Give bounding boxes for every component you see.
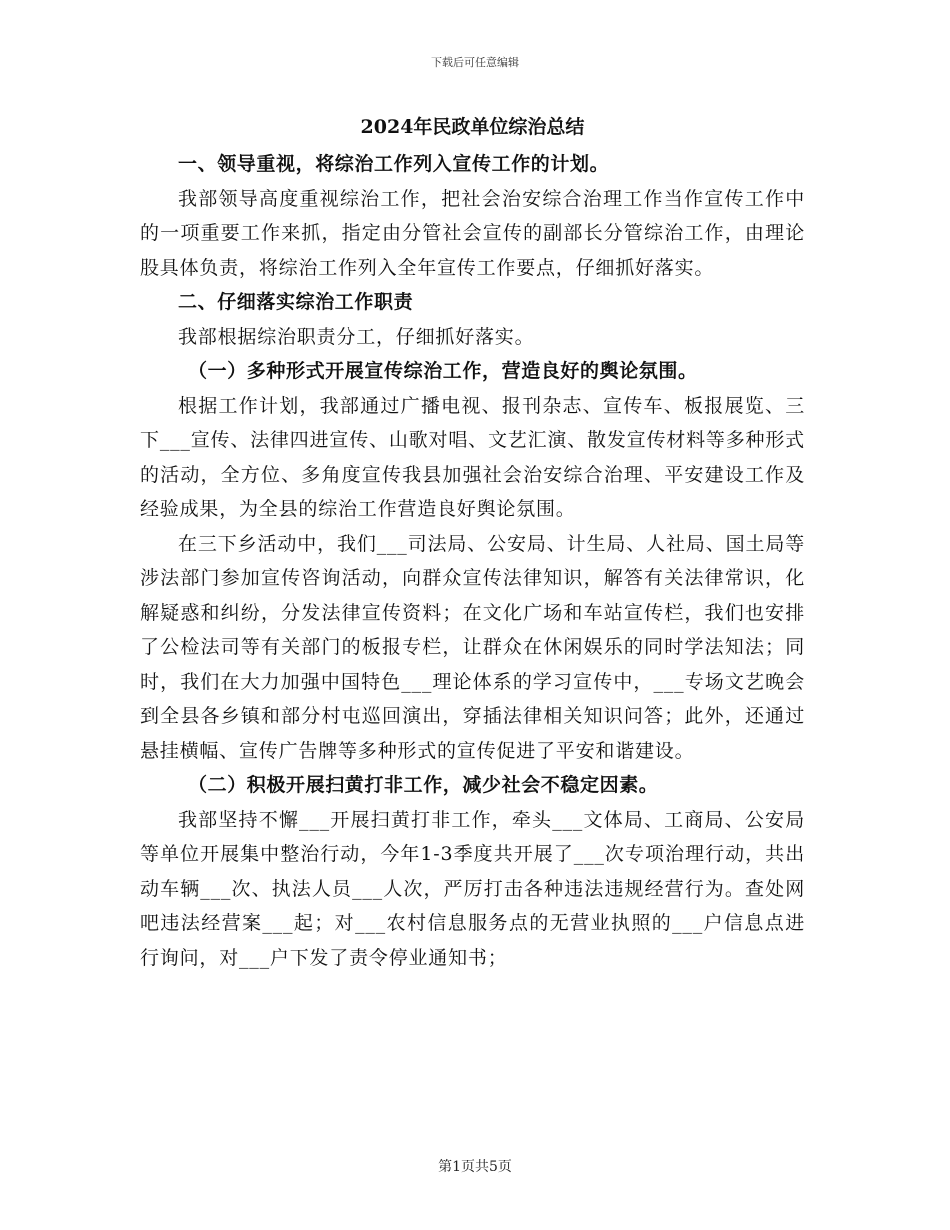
- paragraph-5: 我部坚持不懈___开展扫黄打非工作，牵头___文体局、工商局、公安局等单位开展集中整治行动，今年1-3季度共开展了___次专项治理行动，共出动车辆___次、执法人员___人次，严厉打击各种违法违规经营行为。查处网吧违法经营案___起；对___农村信息服务点的无营业执照的___户信息点进行询问，对___户下发了责令停业通知书；: [140, 808, 805, 969]
- paragraph-3: 根据工作计划，我部通过广播电视、报刊杂志、宣传车、板报展览、三下___宣传、法律四进宣传、山歌对唱、文艺汇演、散发宣传材料等多种形式的活动，全方位、多角度宣传我县加强社会治安综合治理、平安建设工作及经验成果，为全县的综治工作营造良好舆论氛围。: [140, 394, 805, 520]
- section-heading-1: 一、领导重视，将综治工作列入宣传工作的计划。: [178, 153, 610, 175]
- paragraph-2: 我部根据综治职责分工，仔细抓好落实。: [178, 325, 535, 348]
- subsection-heading-1: （一）多种形式开展宣传综治工作，营造良好的舆论氛围。: [188, 360, 698, 382]
- subsection-heading-2: （二）积极开展扫黄打非工作，减少社会不稳定因素。: [188, 774, 659, 796]
- document-body: [140, 113, 805, 975]
- section-heading-2: 二、仔细落实综治工作职责: [178, 291, 414, 313]
- document-title: 2024年民政单位综治总结: [360, 116, 585, 138]
- header-note: 下载后可任意编辑: [431, 56, 519, 69]
- paragraph-4: 在三下乡活动中，我们___司法局、公安局、计生局、人社局、国土局等涉法部门参加宣传咨询活动，向群众宣传法律知识，解答有关法律常识，化解疑惑和纠纷，分发法律宣传资料；在文化广场和车站宣传栏，我们也安排了公检法司等有关部门的板报专栏，让群众在休闲娱乐的同时学法知法；同时，我们在大力加强中国特色___理论体系的学习宣传中，___专场文艺晚会到全县各乡镇和部分村屯巡回演出，穿插法律相关知识问答；此外，还通过悬挂横幅、宣传广告牌等多种形式的宣传促进了平安和谐建设。: [140, 532, 805, 762]
- page-footer: 第1页共5页: [438, 1159, 512, 1175]
- paragraph-1: 我部领导高度重视综治工作，把社会治安综合治理工作当作宣传工作中的一项重要工作来抓，指定由分管社会宣传的副部长分管综治工作，由理论股具体负责，将综治工作列入全年宣传工作要点，仔细抓好落实。: [140, 187, 805, 279]
